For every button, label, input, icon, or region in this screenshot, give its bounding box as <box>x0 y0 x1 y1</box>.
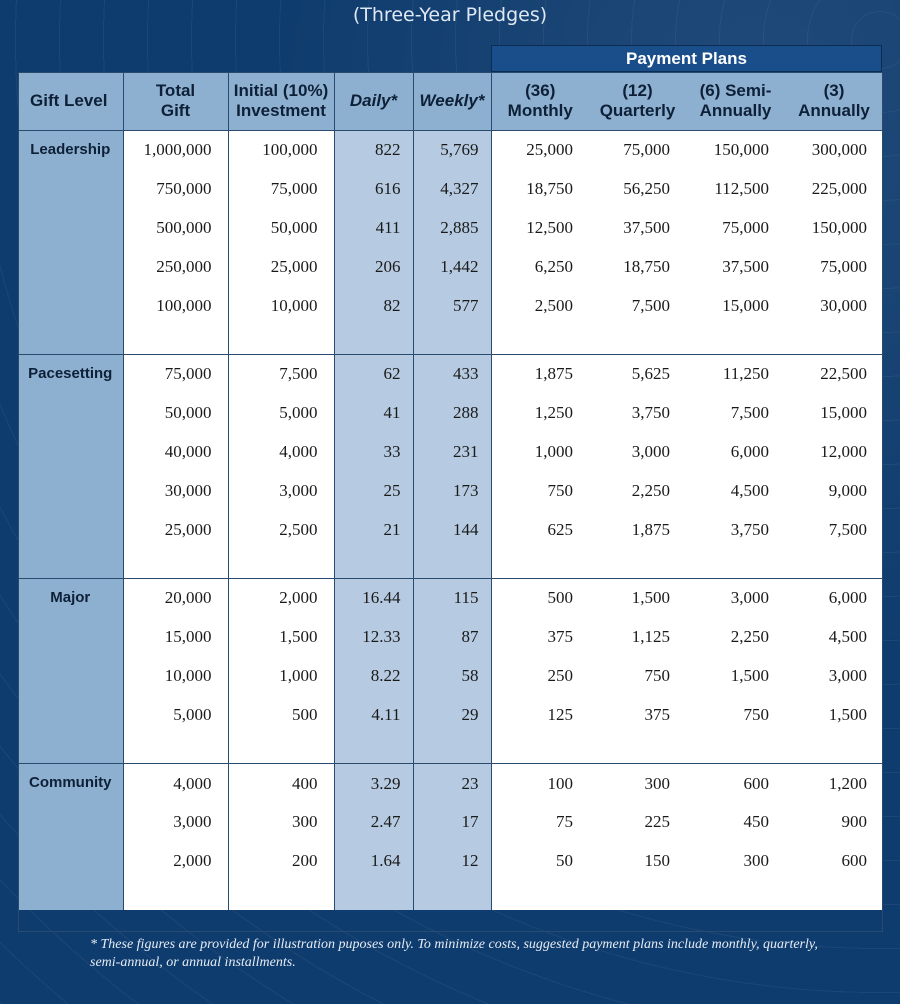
cell-semi-annually: 11,250 <box>686 354 785 393</box>
cell-total-gift: 10,000 <box>123 657 228 696</box>
payment-plans-header: Payment Plans <box>491 45 882 72</box>
table-body <box>18 131 883 910</box>
spacer-cell <box>686 881 785 910</box>
cell-semi-annually: 4,500 <box>730 480 769 500</box>
cell-weekly: 115 <box>413 578 491 617</box>
spacer-cell <box>589 549 686 579</box>
cell-semi-annually: 15,000 <box>722 295 769 315</box>
cell-semi-annually: 7,500 <box>730 403 769 423</box>
table-row <box>18 394 883 433</box>
spacer-cell <box>413 734 491 764</box>
cell-annually: 300,000 <box>811 140 867 160</box>
cell-annually: 1,500 <box>828 704 867 724</box>
cell-daily: 4.11 <box>334 695 413 734</box>
cell-weekly: 4,327 <box>413 170 491 209</box>
table-row <box>18 578 883 617</box>
cell-monthly: 100 <box>491 764 589 803</box>
cell-annually: 150,000 <box>811 217 867 237</box>
spacer-cell <box>123 881 228 910</box>
cell-weekly: 2,885 <box>413 209 491 248</box>
cell-total-gift: 3,000 <box>123 803 228 842</box>
cell-daily: 822 <box>334 131 413 170</box>
group-spacer <box>18 549 883 579</box>
cell-quarterly: 150 <box>644 851 670 871</box>
table-row <box>18 471 883 510</box>
cell-annually: 30,000 <box>820 295 867 315</box>
cell-quarterly: 37,500 <box>623 217 670 237</box>
cell-initial-investment: 500 <box>228 695 334 734</box>
cell-initial-investment: 2,000 <box>228 578 334 617</box>
spacer-cell <box>491 881 589 910</box>
cell-annually: 7,500 <box>828 519 867 539</box>
spacer-cell <box>228 325 334 355</box>
cell-weekly: 144 <box>413 510 491 549</box>
cell-daily: 206 <box>334 247 413 286</box>
cell-weekly: 173 <box>413 471 491 510</box>
cell-initial-investment: 75,000 <box>228 170 334 209</box>
cell-monthly: 1,250 <box>491 394 589 433</box>
cell-weekly: 17 <box>413 803 491 842</box>
table-row <box>18 510 883 549</box>
cell-monthly: 750 <box>491 471 589 510</box>
cell-monthly: 375 <box>491 618 589 657</box>
cell-monthly: 625 <box>491 510 589 549</box>
cell-annually: 15,000 <box>820 403 867 423</box>
spacer-cell <box>785 549 883 579</box>
cell-total-gift: 500,000 <box>123 209 228 248</box>
cell-annually: 12,000 <box>820 441 867 461</box>
header-quarterly: (12) Quarterly <box>589 72 686 131</box>
table-row <box>18 433 883 472</box>
cell-semi-annually: 3,000 <box>686 578 785 617</box>
cell-daily: 82 <box>334 286 413 325</box>
cell-quarterly: 18,750 <box>623 256 670 276</box>
footnote: * These figures are provided for illustration puposes only. To minimize costs, suggested payment plans include monthly, quarterly, semi-annual, or annual installments. <box>90 937 818 970</box>
cell-initial-investment: 300 <box>228 803 334 842</box>
spacer-cell <box>785 325 883 355</box>
cell-quarterly: 7,500 <box>631 295 670 315</box>
cell-semi-annually: 37,500 <box>722 256 769 276</box>
cell-quarterly: 750 <box>644 665 670 685</box>
spacer-cell <box>334 325 413 355</box>
cell-annually: 600 <box>841 851 867 871</box>
cell-initial-investment: 7,500 <box>228 354 334 393</box>
table-row <box>18 695 883 734</box>
cell-initial-investment: 3,000 <box>228 471 334 510</box>
cell-semi-annually: 750 <box>743 704 769 724</box>
cell-daily: 33 <box>334 433 413 472</box>
spacer-cell <box>785 734 883 764</box>
cell-quarterly: 3,000 <box>631 441 670 461</box>
cell-monthly: 1,000 <box>491 433 589 472</box>
cell-daily: 2.47 <box>334 803 413 842</box>
spacer-cell <box>123 549 228 579</box>
cell-total-gift: 750,000 <box>123 170 228 209</box>
header-monthly: (36) Monthly <box>491 72 589 131</box>
cell-monthly: 18,750 <box>491 170 589 209</box>
cell-total-gift: 100,000 <box>123 286 228 325</box>
spacer-cell <box>785 881 883 910</box>
cell-total-gift: 50,000 <box>123 394 228 433</box>
cell-annually: 22,500 <box>785 354 883 393</box>
cell-total-gift: 1,000,000 <box>123 131 228 170</box>
cell-total-gift: 250,000 <box>123 247 228 286</box>
cell-quarterly: 1,875 <box>631 519 670 539</box>
cell-monthly: 75 <box>491 803 589 842</box>
spacer-cell <box>589 881 686 910</box>
cell-annually: 3,000 <box>828 665 867 685</box>
cell-weekly: 12 <box>413 842 491 881</box>
header-total-gift: Total Gift <box>123 72 228 131</box>
cell-initial-investment: 10,000 <box>228 286 334 325</box>
table-row <box>18 803 883 842</box>
cell-total-gift: 30,000 <box>123 471 228 510</box>
cell-quarterly: 1,125 <box>631 627 670 647</box>
cell-total-gift: 75,000 <box>123 354 228 393</box>
header-annually: (3) Annually <box>785 72 883 131</box>
cell-initial-investment: 400 <box>228 764 334 803</box>
header-weekly: Weekly* <box>413 72 491 131</box>
cell-quarterly: 75,000 <box>623 140 670 160</box>
table-row <box>18 170 883 209</box>
gift-level-label: Pacesetting <box>18 354 123 578</box>
cell-monthly: 2,500 <box>491 286 589 325</box>
cell-daily: 62 <box>334 354 413 393</box>
spacer-cell <box>589 325 686 355</box>
cell-total-gift: 20,000 <box>123 578 228 617</box>
cell-annually: 900 <box>841 812 867 832</box>
cell-daily: 8.22 <box>334 657 413 696</box>
header-gift-level: Gift Level <box>18 72 123 131</box>
cell-annually: 75,000 <box>820 256 867 276</box>
group-spacer <box>18 325 883 355</box>
spacer-cell <box>686 325 785 355</box>
cell-weekly: 29 <box>413 695 491 734</box>
cell-weekly: 5,769 <box>413 131 491 170</box>
cell-daily: 12.33 <box>334 618 413 657</box>
group-spacer <box>18 734 883 764</box>
cell-quarterly: 300 <box>589 764 686 803</box>
spacer-cell <box>413 549 491 579</box>
cell-initial-investment: 2,500 <box>228 510 334 549</box>
spacer-cell <box>123 734 228 764</box>
table-row <box>18 618 883 657</box>
cell-daily: 616 <box>334 170 413 209</box>
spacer-cell <box>334 734 413 764</box>
cell-total-gift: 2,000 <box>123 842 228 881</box>
spacer-cell <box>686 734 785 764</box>
table-row <box>18 286 883 325</box>
spacer-cell <box>228 549 334 579</box>
table-row <box>18 209 883 248</box>
spacer-cell <box>491 734 589 764</box>
gift-level-label: Community <box>18 764 123 910</box>
cell-semi-annually: 1,500 <box>730 665 769 685</box>
cell-daily: 16.44 <box>334 578 413 617</box>
cell-monthly: 12,500 <box>491 209 589 248</box>
header-row <box>18 72 883 131</box>
cell-total-gift: 5,000 <box>123 695 228 734</box>
cell-monthly: 50 <box>491 842 589 881</box>
cell-initial-investment: 5,000 <box>228 394 334 433</box>
spacer-cell <box>686 549 785 579</box>
cell-daily: 1.64 <box>334 842 413 881</box>
header-semi-annually: (6) Semi- Annually <box>686 72 785 131</box>
cell-monthly: 6,250 <box>491 247 589 286</box>
pledge-table <box>18 72 883 910</box>
cell-annually: 1,200 <box>785 764 883 803</box>
group-spacer <box>18 881 883 910</box>
cell-semi-annually: 112,500 <box>714 179 769 199</box>
spacer-cell <box>228 734 334 764</box>
spacer-cell <box>228 881 334 910</box>
cell-semi-annually: 450 <box>743 812 769 832</box>
cell-monthly: 500 <box>491 578 589 617</box>
cell-initial-investment: 50,000 <box>228 209 334 248</box>
page-title: (Three-Year Pledges) <box>352 4 548 26</box>
header-initial-investment: Initial (10%) Investment <box>228 72 334 131</box>
cell-initial-investment: 100,000 <box>228 131 334 170</box>
table-row <box>18 764 883 803</box>
cell-semi-annually: 6,000 <box>730 441 769 461</box>
cell-initial-investment: 25,000 <box>228 247 334 286</box>
spacer-cell <box>334 881 413 910</box>
spacer-cell <box>413 325 491 355</box>
spacer-cell <box>491 325 589 355</box>
cell-total-gift: 15,000 <box>123 618 228 657</box>
cell-monthly: 250 <box>491 657 589 696</box>
cell-quarterly: 5,625 <box>589 354 686 393</box>
cell-total-gift: 40,000 <box>123 433 228 472</box>
cell-weekly: 433 <box>413 354 491 393</box>
table-row <box>18 354 883 393</box>
cell-weekly: 87 <box>413 618 491 657</box>
cell-daily: 3.29 <box>334 764 413 803</box>
cell-weekly: 288 <box>413 394 491 433</box>
cell-quarterly: 56,250 <box>623 179 670 199</box>
cell-quarterly: 2,250 <box>631 480 670 500</box>
cell-semi-annually: 75,000 <box>722 217 769 237</box>
cell-daily: 21 <box>334 510 413 549</box>
cell-annually: 4,500 <box>828 627 867 647</box>
cell-semi-annually: 150,000 <box>713 140 769 160</box>
cell-monthly: 125 <box>491 695 589 734</box>
cell-initial-investment: 1,000 <box>228 657 334 696</box>
cell-quarterly: 225 <box>644 812 670 832</box>
cell-monthly: 1,875 <box>491 354 589 393</box>
cell-annually: 9,000 <box>828 480 867 500</box>
cell-weekly: 23 <box>413 764 491 803</box>
cell-weekly: 577 <box>413 286 491 325</box>
cell-initial-investment: 200 <box>228 842 334 881</box>
spacer-cell <box>123 325 228 355</box>
cell-initial-investment: 4,000 <box>228 433 334 472</box>
spacer-cell <box>413 881 491 910</box>
header-daily: Daily* <box>334 72 413 131</box>
cell-annually: 225,000 <box>811 179 867 199</box>
table-row <box>18 247 883 286</box>
cell-semi-annually: 3,750 <box>730 519 769 539</box>
cell-weekly: 58 <box>413 657 491 696</box>
cell-weekly: 231 <box>413 433 491 472</box>
cell-monthly: 25,000 <box>491 131 589 170</box>
cell-annually: 6,000 <box>785 578 883 617</box>
spacer-cell <box>589 734 686 764</box>
spacer-cell <box>491 549 589 579</box>
gift-level-label: Leadership <box>18 131 123 355</box>
cell-total-gift: 4,000 <box>123 764 228 803</box>
cell-initial-investment: 1,500 <box>228 618 334 657</box>
cell-semi-annually: 600 <box>686 764 785 803</box>
table-row <box>18 131 883 170</box>
cell-total-gift: 25,000 <box>123 510 228 549</box>
cell-daily: 411 <box>334 209 413 248</box>
cell-semi-annually: 2,250 <box>730 627 769 647</box>
spacer-cell <box>334 549 413 579</box>
gift-level-label: Major <box>18 578 123 763</box>
cell-daily: 25 <box>334 471 413 510</box>
table-row <box>18 657 883 696</box>
table-row <box>18 842 883 881</box>
cell-quarterly: 375 <box>644 704 670 724</box>
cell-quarterly: 3,750 <box>631 403 670 423</box>
cell-quarterly: 1,500 <box>589 578 686 617</box>
cell-weekly: 1,442 <box>413 247 491 286</box>
cell-semi-annually: 300 <box>743 851 769 871</box>
cell-daily: 41 <box>334 394 413 433</box>
